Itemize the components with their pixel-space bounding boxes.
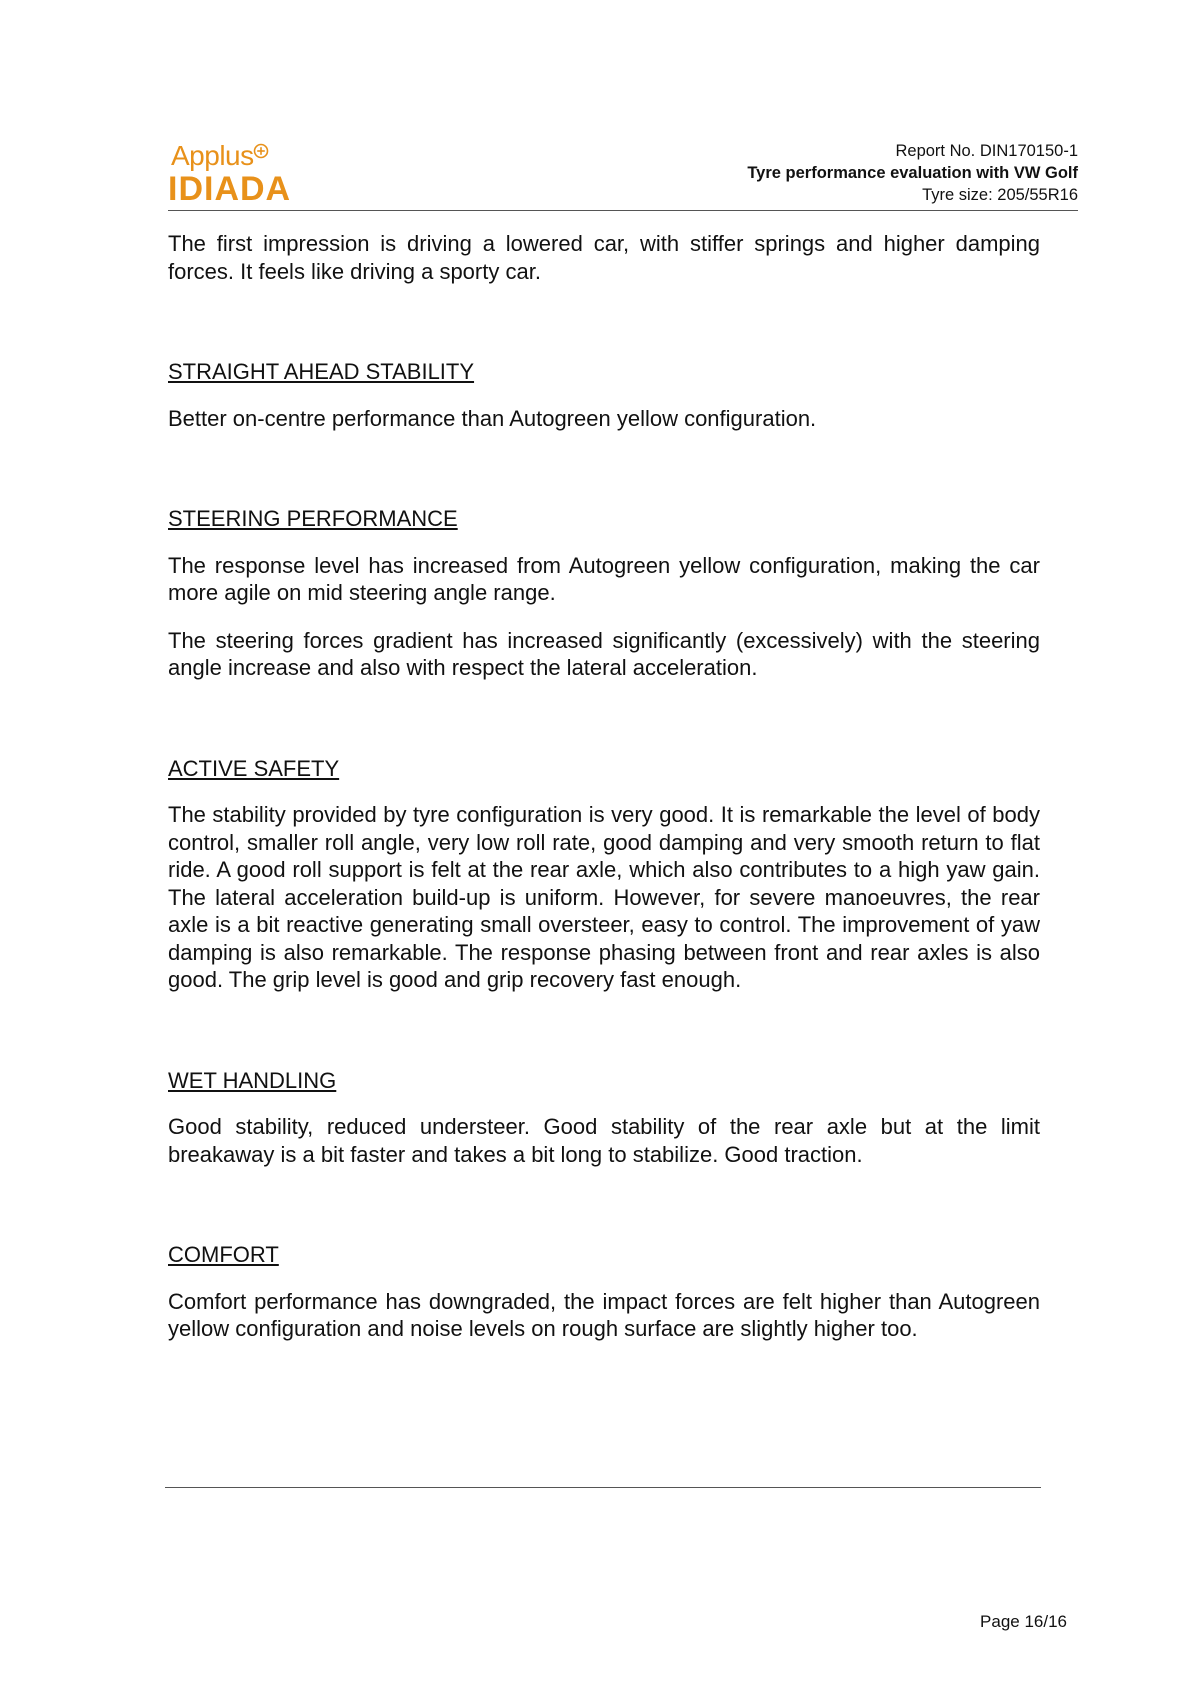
page-header xyxy=(168,140,1078,212)
section-text-wet-handling: Good stability, reduced understeer. Good stability of the rear axle but at the limit breakaway is a bit faster and takes a bit long to stabilize. Good traction. xyxy=(168,1114,1040,1167)
logo-idiada-text: IDIADA xyxy=(168,170,292,208)
section-text-active-safety: The stability provided by tyre configuration is very good. It is remarkable the level of body control, smaller roll angle, very low roll rate, good damping and very smooth return to flat ride. A good roll support is felt at the rear axle, which also contributes to a high yaw gain. The lateral acceleration build-up is uniform. However, for severe manoeuvres, the rear axle is a bit reactive generating small oversteer, easy to control. The improvement of yaw damping is also remarkable. The response phasing between front and rear axles is also good. The grip level is good and grip recovery fast enough. xyxy=(168,802,1040,992)
report-info xyxy=(747,140,1078,206)
report-body xyxy=(168,230,1040,1343)
section-text-comfort: Comfort performance has downgraded, the impact forces are felt higher than Autogreen yellow configuration and noise levels on rough surface are slightly higher too. xyxy=(168,1288,1040,1341)
tyre-size: Tyre size: 205/55R16 xyxy=(922,186,1078,204)
report-number: Report No. DIN170150-1 xyxy=(895,142,1078,160)
logo-applus-text: Applus xyxy=(171,140,254,171)
section-heading-comfort: COMFORT xyxy=(168,1242,279,1267)
applus-idiada-logo xyxy=(168,140,328,208)
section-heading-active-safety: ACTIVE SAFETY xyxy=(168,755,340,781)
section-text-steering-1: The response level has increased from Autogreen yellow configuration, making the car more agile on mid steering angle range. xyxy=(168,552,1040,605)
header-divider xyxy=(168,210,1078,211)
section-heading-steering: STEERING PERFORMANCE xyxy=(168,506,458,531)
plus-circle-icon xyxy=(253,143,269,159)
report-title: Tyre performance evaluation with VW Golf xyxy=(747,164,1078,182)
page-number: Page 16/16 xyxy=(980,1612,1067,1631)
section-text-steering-2: The steering forces gradient has increased significantly (excessively) with the steering angle increase and also with respect the lateral acceleration. xyxy=(168,627,1040,680)
footer-divider xyxy=(165,1487,1041,1488)
section-heading-wet-handling: WET HANDLING xyxy=(168,1067,337,1093)
intro-paragraph: The first impression is driving a lowered car, with stiffer springs and higher damping forces. It feels like driving a sporty car. xyxy=(168,231,1040,284)
section-heading-straight-ahead: STRAIGHT AHEAD STABILITY xyxy=(168,359,475,384)
section-text-straight-ahead: Better on-centre performance than Autogreen yellow configuration. xyxy=(168,405,817,431)
